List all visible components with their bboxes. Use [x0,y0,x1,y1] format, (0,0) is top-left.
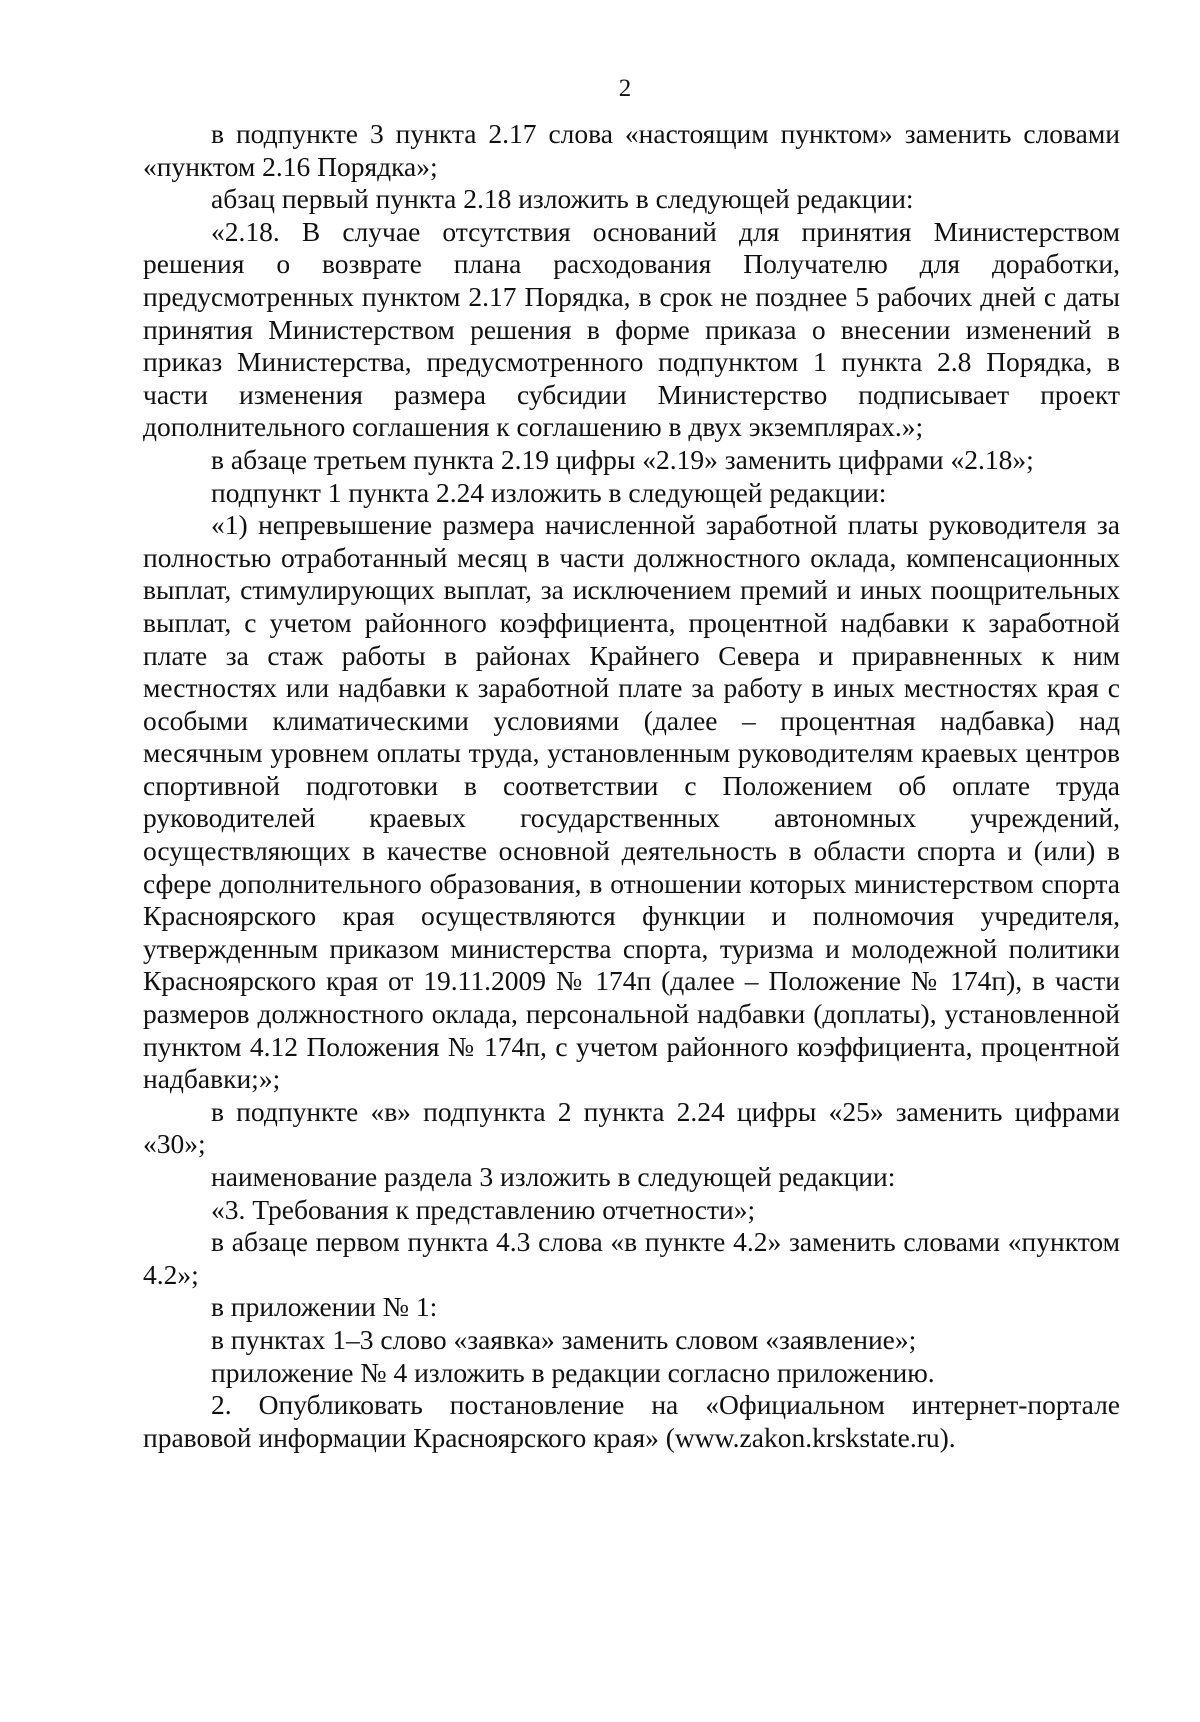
paragraph: подпункт 1 пункта 2.24 изложить в следующей редакции: [211,476,887,508]
paragraph: в пунктах 1–3 слово «заявка» заменить словом «заявление»; [211,1323,917,1355]
paragraph: в абзаце третьем пункта 2.19 цифры «2.19» заменить цифрами «2.18»; [211,443,1034,475]
paragraph: приложение № 4 изложить в редакции согласно приложению. [211,1356,935,1388]
paragraph: «2.18. В случае отсутствия оснований для принятия Министерством решения о возврате плана расходования Получателю для доработки, предусмотренных пунктом 2.17 Порядка, в срок не позднее 5 рабочих дней с даты принятия Министерством решения в форме приказа о внесении изменений в приказ Министерства, предусмотренного подпунктом 1 пункта 2.8 Порядка, в части изменения размера субсидии Министерство подписывает проект дополнительного соглашения к соглашению в двух экземплярах.»; [143,215,1120,443]
paragraph: «3. Требования к представлению отчетности»; [211,1193,756,1225]
paragraph: наименование раздела 3 изложить в следующей редакции: [211,1161,896,1192]
paragraph: в подпункте «в» подпункта 2 пункта 2.24 цифры «25» заменить цифрами «30»; [143,1095,1120,1160]
paragraph: в подпункте 3 пункта 2.17 слова «настоящим пунктом» заменить словами «пунктом 2.16 Порядка»; [143,118,1120,182]
page-number: 2 [618,75,632,102]
paragraph: «1) непревышение размера начисленной заработной платы руководителя за полностью отработанный месяц в части должностного оклада, компенсационных выплат, стимулирующих выплат, за исключением премий и иных поощрительных выплат, с учетом районного коэффициента, процентной надбавки к заработной плате за стаж работы в районах Крайнего Севера и приравненных к ним местностях или надбавки к заработной плате за работу в иных местностях края с особыми климатическими условиями (далее – процентная надбавка) над месячным уровнем оплаты труда, установленным руководителям краевых центров спортивной подготовки в соответствии с Положением об оплате труда руководителей краевых государственных автономных учреждений, осуществляющих в качестве основной деятельность в области спорта и (или) в сфере дополнительного образования, в отношении которых министерством спорта Красноярского края осуществляются функции и полномочия учредителя, утвержденным приказом министерства спорта, туризма и молодежной политики Красноярского края от 19.11.2009 № 174п (далее – Положение № 174п), в части размеров должностного оклада, персональной надбавки (доплаты), установленной пунктом 4.12 Положения № 174п, с учетом районного коэффициента, процентной надбавки;»; [143,509,1120,1095]
paragraph: в приложении № 1: [211,1291,438,1323]
paragraph: 2. Опубликовать постановление на «Официальном интернет-портале правовой информации Красноярского края» (www.zakon.krskstate.ru). [143,1389,1120,1453]
paragraph: в абзаце первом пункта 4.3 слова «в пункте 4.2» заменить словами «пунктом 4.2»; [143,1226,1120,1290]
document-body [143,118,1120,1454]
paragraph: абзац первый пункта 2.18 изложить в следующей редакции: [211,183,914,215]
